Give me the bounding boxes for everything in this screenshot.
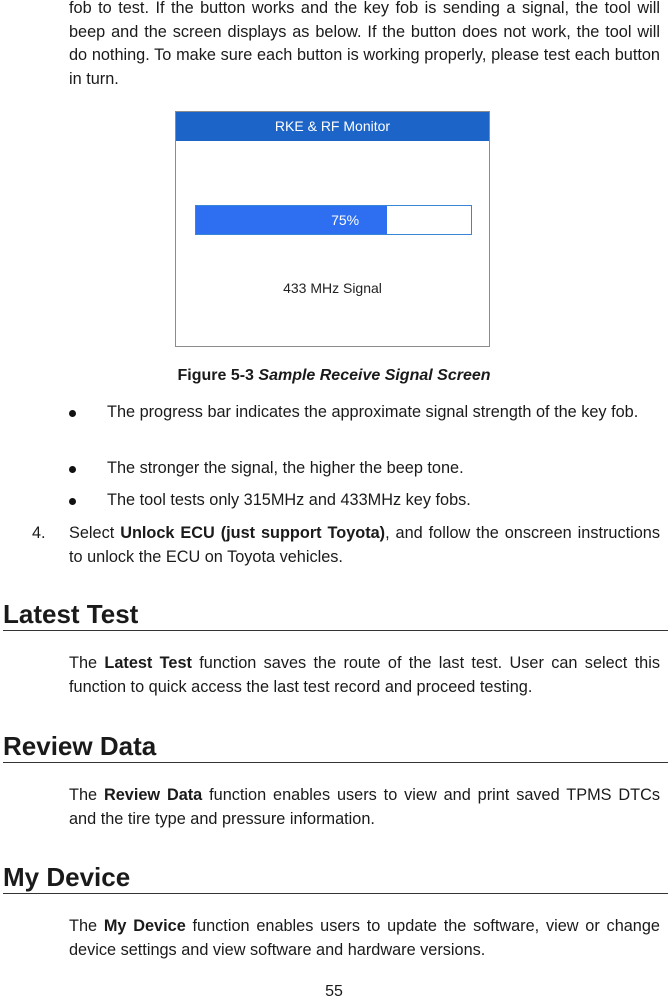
step-number: 4. — [32, 524, 46, 542]
heading-my-device: My Device — [3, 861, 668, 894]
heading-latest-test: Latest Test — [3, 598, 668, 631]
heading-review-data: Review Data — [3, 730, 668, 763]
step-4-text — [69, 522, 660, 569]
review-data-post: function enables users to view and print saved TPMS DTCs and the tire type and pressure information. — [69, 786, 660, 828]
step-4-bold: Unlock ECU (just support Toyota) — [120, 524, 386, 542]
latest-test-paragraph — [69, 652, 660, 699]
bullet-text: The tool tests only 315MHz and 433MHz key fobs. — [107, 491, 471, 509]
bullet-icon — [69, 410, 76, 417]
figure-title-bar: RKE & RF Monitor — [176, 112, 489, 141]
review-data-paragraph — [69, 784, 660, 831]
figure-screen — [175, 111, 490, 347]
latest-test-bold: Latest Test — [104, 654, 192, 672]
step-4-post: , and follow the onscreen instructions to unlock the ECU on Toyota vehicles. — [69, 524, 660, 566]
review-data-pre: The — [69, 786, 104, 804]
step-4-pre: Select — [69, 524, 121, 542]
figure-caption — [0, 367, 668, 385]
caption-title: Sample Receive Signal Screen — [258, 367, 491, 384]
my-device-post: function enables users to update the software, view or change device settings and view software and hardware versions. — [69, 917, 660, 959]
progress-label: 75% — [331, 212, 360, 228]
signal-frequency-label: 433 MHz Signal — [283, 280, 382, 296]
latest-test-post: function saves the route of the last test. User can select this function to quick access the last test record and proceed testing. — [69, 654, 660, 696]
caption-prefix: Figure 5-3 — [177, 367, 259, 384]
page-number: 55 — [325, 983, 343, 1000]
my-device-pre: The — [69, 917, 104, 935]
review-data-bold: Review Data — [103, 786, 203, 804]
my-device-bold: My Device — [103, 917, 186, 935]
my-device-paragraph — [69, 915, 660, 962]
bullet-icon — [69, 498, 76, 505]
latest-test-pre: The — [69, 654, 105, 672]
bullet-text: The progress bar indicates the approximate signal strength of the key fob. — [107, 403, 639, 421]
intro-paragraph: fob to test. If the button works and the key fob is sending a signal, the tool will beep and the screen displays as below. If the button does not work, the tool will do nothing. To make sure each button is working properly, please test each button in turn. — [69, 0, 660, 88]
bullet-text: The stronger the signal, the higher the beep tone. — [107, 459, 464, 477]
bullet-icon — [69, 466, 76, 473]
signal-progress-bar — [195, 205, 472, 235]
